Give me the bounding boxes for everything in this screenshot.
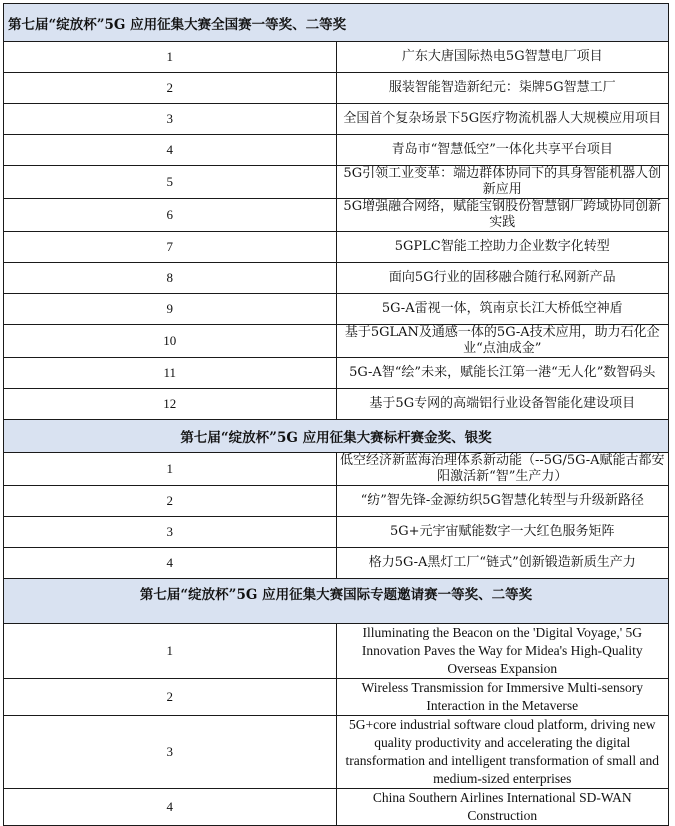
table-row: [4, 389, 669, 420]
row-number: 2: [4, 486, 337, 517]
table-row: [4, 263, 669, 294]
row-number: 6: [4, 199, 337, 232]
project-name: 5G+core industrial software cloud platform, driving new quality productivity and accelerating the digital transformation and intelligent transformation of small and medium-sized enterprises: [336, 716, 669, 789]
project-name: 全国首个复杂场景下5G医疗物流机器人大规模应用项目: [336, 104, 669, 135]
table-row: [4, 486, 669, 517]
awards-table: [3, 3, 669, 826]
row-number: 9: [4, 294, 337, 325]
row-number: 1: [4, 453, 337, 486]
project-name: 5G-A雷视一体，筑南京长江大桥低空神盾: [336, 294, 669, 325]
row-number: 1: [4, 624, 337, 679]
table-row: [4, 232, 669, 263]
table-row: [4, 166, 669, 199]
table-row: [4, 135, 669, 166]
row-number: 5: [4, 166, 337, 199]
row-number: 1: [4, 42, 337, 73]
section-header-row: [4, 579, 669, 624]
project-name: 面向5G行业的固移融合随行私网新产品: [336, 263, 669, 294]
project-name: China Southern Airlines International SD-WAN Construction: [336, 789, 669, 826]
row-number: 11: [4, 358, 337, 389]
table-row: [4, 453, 669, 486]
row-number: 8: [4, 263, 337, 294]
row-number: 3: [4, 517, 337, 548]
project-name: 低空经济新蓝海治理体系新动能（--5G/5G-A赋能古都安阳激活新“智”生产力）: [336, 453, 669, 486]
row-number: 3: [4, 104, 337, 135]
project-name: 5G-A智“绘”未来，赋能长江第一港“无人化”数智码头: [336, 358, 669, 389]
project-name: 5G增强融合网络，赋能宝钢股份智慧钢厂跨域协同创新实践: [336, 199, 669, 232]
table-row: [4, 548, 669, 579]
section-header-row: [4, 420, 669, 453]
project-name: 5GPLC智能工控助力企业数字化转型: [336, 232, 669, 263]
row-number: 4: [4, 548, 337, 579]
table-row: [4, 325, 669, 358]
project-name: 5G引领工业变革：端边群体协同下的具身智能机器人创新应用: [336, 166, 669, 199]
section-header-row: [4, 4, 669, 42]
row-number: 4: [4, 135, 337, 166]
table-row: [4, 679, 669, 716]
row-number: 2: [4, 73, 337, 104]
section-title: 第七届“绽放杯”5G 应用征集大赛全国赛一等奖、二等奖: [4, 4, 669, 42]
project-name: 广东大唐国际热电5G智慧电厂项目: [336, 42, 669, 73]
project-name: Wireless Transmission for Immersive Multi-sensory Interaction in the Metaverse: [336, 679, 669, 716]
table-row: [4, 358, 669, 389]
row-number: 10: [4, 325, 337, 358]
project-name: 5G+元宇宙赋能数字一大红色服务矩阵: [336, 517, 669, 548]
project-name: 基于5GLAN及通感一体的5G-A技术应用，助力石化企业“点油成金”: [336, 325, 669, 358]
project-name: Illuminating the Beacon on the 'Digital Voyage,' 5G Innovation Paves the Way for Midea's High-Quality Overseas Expansion: [336, 624, 669, 679]
row-number: 3: [4, 716, 337, 789]
project-name: 服装智能智造新纪元：柒牌5G智慧工厂: [336, 73, 669, 104]
row-number: 12: [4, 389, 337, 420]
project-name: 青岛市“智慧低空”一体化共享平台项目: [336, 135, 669, 166]
project-name: “纺”智先锋-金源纺织5G智慧化转型与升级新路径: [336, 486, 669, 517]
project-name: 基于5G专网的高端铝行业设备智能化建设项目: [336, 389, 669, 420]
section-title: 第七届“绽放杯”5G 应用征集大赛标杆赛金奖、银奖: [4, 420, 669, 453]
table-row: [4, 789, 669, 826]
table-row: [4, 104, 669, 135]
row-number: 2: [4, 679, 337, 716]
table-row: [4, 716, 669, 789]
project-name: 格力5G-A黑灯工厂“链式”创新锻造新质生产力: [336, 548, 669, 579]
table-row: [4, 517, 669, 548]
row-number: 4: [4, 789, 337, 826]
table-row: [4, 42, 669, 73]
table-row: [4, 73, 669, 104]
table-row: [4, 199, 669, 232]
section-title: 第七届“绽放杯”5G 应用征集大赛国际专题邀请赛一等奖、二等奖: [4, 579, 669, 624]
table-row: [4, 624, 669, 679]
row-number: 7: [4, 232, 337, 263]
table-row: [4, 294, 669, 325]
